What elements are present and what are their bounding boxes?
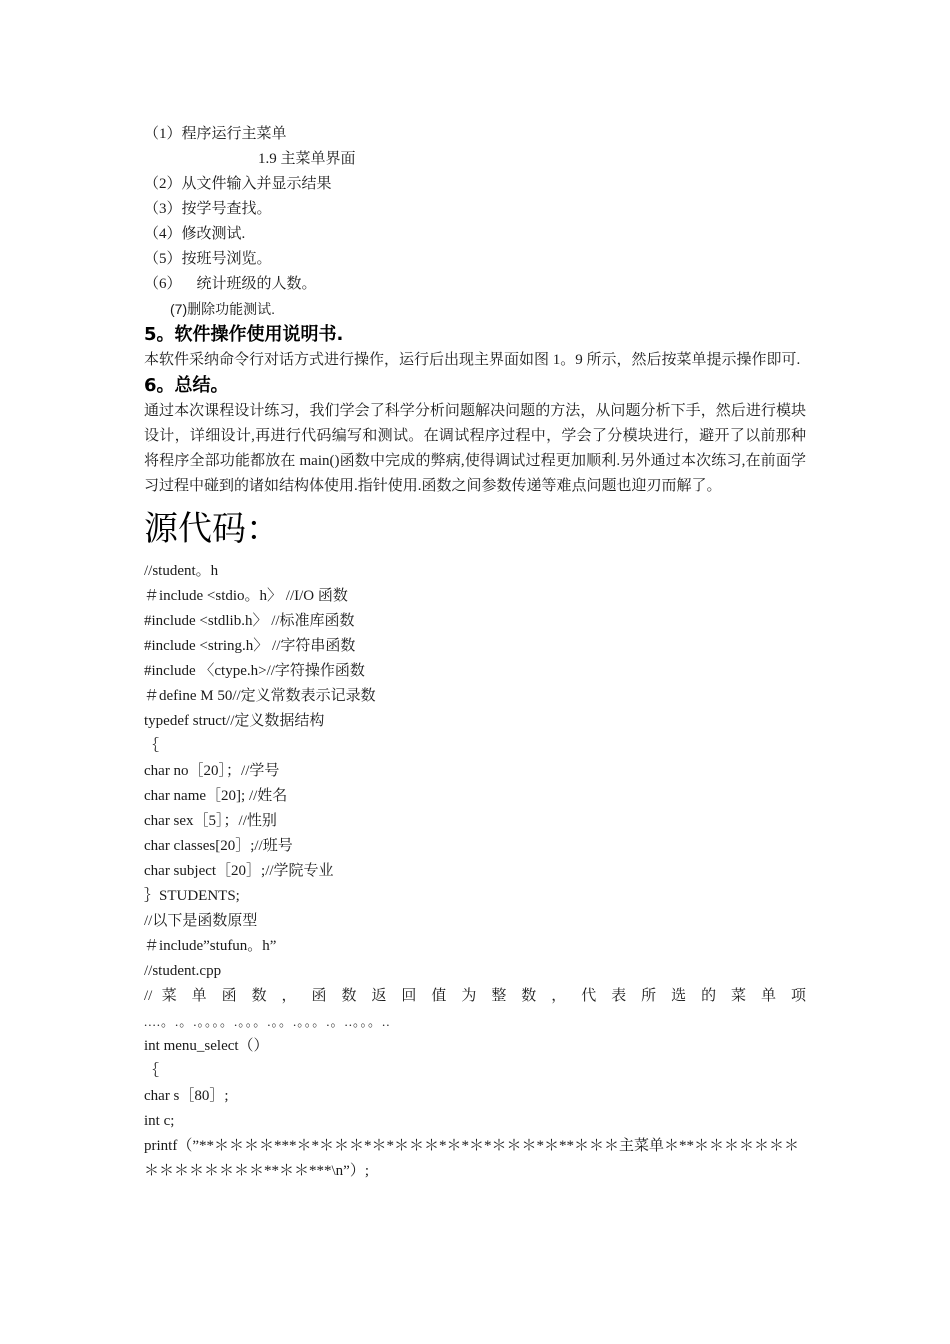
source-code-heading: 源代码： [144,509,280,549]
list-item-1: （1）程序运行主菜单 [144,126,287,142]
section-6-body: 通过本次课程设计练习，我们学会了科学分析问题解决问题的方法，从问题分析下手，然后进行模块设计，详细设计,再进行代码编写和测试。在调试程序过程中，学会了分模块进行，避开了以前那种将程序全部功能都放在 main()函数中完成的弊病,使得调试过程更加顺利.另外通过本次练习,在前面学习过程中碰到的诸如结构体使用.指针使用.函数之间参数传递等难点问题也迎刃而解了。 [144,403,806,494]
list-item-6: （6） 统计班级的人数。 [144,276,317,292]
section-6-heading: 6。总结。 [144,375,229,396]
code-line: ＃include”stufun。h” [144,938,277,954]
code-line: char name［20]; //姓名 [144,788,288,804]
list-item-7: (7)删除功能测试. [170,301,275,317]
code-dots-line: ....。.。.。。。。.。。。.。。.。。。.。..。。。.. [144,1014,391,1029]
code-line: #include <string.h〉 //字符串函数 [144,638,356,654]
code-line: ＃include <stdio。h〉 //I/O 函数 [144,588,348,604]
code-line: ｛ [144,738,160,754]
code-line: char no［20］；//学号 [144,763,280,779]
list-item-4: （4）修改测试. [144,226,246,242]
code-comment-line: // 菜 单 函 数 ， 函 数 返 回 值 为 整 数 ， 代 表 所 选 的 菜 单 项 [144,988,806,1004]
code-line: //以下是函数原型 [144,913,258,929]
code-line: ＃define M 50//定义常数表示记录数 [144,688,376,704]
code-line: #include 〈ctype.h>//字符操作函数 [144,663,365,679]
code-printf-line: printf（”**＊＊＊＊***＊*＊＊＊*＊*＊＊＊*＊*＊*＊＊＊*＊**＊＊＊主菜单＊**＊＊＊＊＊＊＊＊＊＊＊＊＊＊＊**＊＊***\n”）; [144,1138,799,1179]
code-line: ｛ [144,1063,160,1079]
code-line: typedef struct//定义数据结构 [144,713,325,729]
section-5-heading: 5。软件操作使用说明书. [144,324,344,345]
code-line: //student。h [144,563,219,579]
code-line: char classes[20］;//班号 [144,838,293,854]
list-item-2: （2）从文件输入并显示结果 [144,176,332,192]
code-block [144,559,806,1184]
code-line: char s［80］; [144,1088,229,1104]
code-line: int c; [144,1113,175,1129]
figure-caption: 1.9 主菜单界面 [258,151,356,167]
section-5-body: 本软件采纳命令行对话方式进行操作，运行后出现主界面如图 1。9 所示，然后按菜单提示操作即可. [144,352,801,368]
code-line: char sex［5］；//性别 [144,813,277,829]
code-line: char subject［20］;//学院专业 [144,863,334,879]
code-line: ｝STUDENTS; [144,888,240,904]
code-line: //student.cpp [144,963,222,979]
code-line: int menu_select（） [144,1038,269,1054]
list-item-5: （5）按班号浏览。 [144,251,272,267]
code-line: #include <stdlib.h〉 //标准库函数 [144,613,355,629]
list-item-3: （3）按学号查找。 [144,201,272,217]
document-content [144,122,806,1184]
